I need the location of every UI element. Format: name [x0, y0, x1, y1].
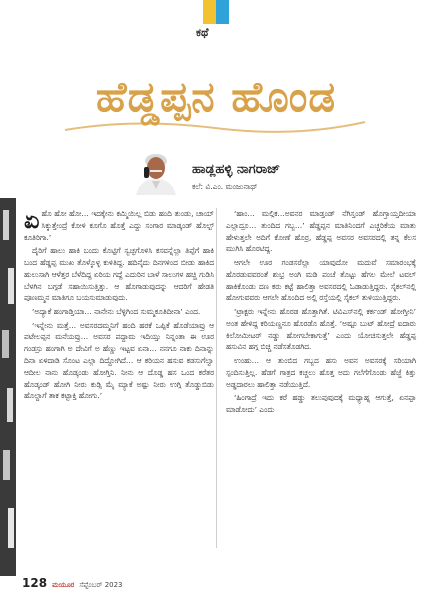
drop-cap: ಏ: [24, 205, 40, 234]
story-paragraph: ದೈರಿಗೆ ಹಾಲು ಹಾಕಿ ಬಂದು ಕೊಟ್ಟಿಗೆ ಸ್ವಚ್ಛಗೊಳಿಸಿ ಕಸವನ್ನೆಲ್ಲಾ ತಿಪ್ಪೆಗೆ ಹಾಕಿ ಬಂದ ಹೆಡ್ಡಪ್ಪ ಮುಖ ತೊಳ್ಕೊಳ್ಳ ಕುಳಿತಿದ್ದ. ಹದಿನೈದು ದಿನಗಳಿಂದ ಬೀಡು ಹಾಕಿದ ಹುಲುಸಾಗಿ ಆಳೆತ್ತರ ಬೆಳೆದಿದ್ದ ಏರಿಯ ಗದ್ದೆ ಎದುರಿನ ಬಾಳೆ ಸಾಲುಗಳ ಹಚ್ಚಿ ಗುಡಿಸಿ ಬೆಳಗಿನ ಬಗ್ಗಡೆ ಸಹಾಯಿಸುತ್ತಿತ್ತು. ಆ ಹೊಗಾಡುವುದನ್ನು ಆದರಿಗೆ ಹೇಡತಿ ಪೂಣಮ್ಮನ ಮಾತಿಗೂ ಬಯಸುಮಾಡುವುದು.: [24, 246, 214, 303]
artist-credit: ಕಲೆ: ವಿ.ಎಂ. ಮಂಜುನಾಥ್: [192, 182, 258, 191]
section-color-tab: [203, 0, 229, 24]
color-tab-yellow: [203, 0, 216, 24]
story-paragraph: ಉಂಹು… ಆ ತುಂಬಿದ ಗಬ್ಬದ ಹಸು ಅವನ ಅವಸರಕ್ಕೆ ಸರಿಯಾಗಿ ಸ್ಪಂದಿಸುತ್ತಿಲ್ಲ. ಹೆಡಗೆ ಗಾತ್ರದ ಕಚ್ಚಲು ಹೊತ್ತ ಅದು ಗಲೆಗೆಗೊಂಡು ಹೆಜ್ಜೆ ಕಿತ್ತು ಅಡ್ಡದಾರಲು ಹಾಲಿತ್ತಾ ನಡೆಯುತ್ತಿದೆ.: [226, 355, 416, 389]
story-column-right: [226, 208, 416, 418]
story-paragraph: ‘ಹಿಂಗಾದ್ರೆ ಇದು ಕರೆ ಹಡ್ಡು ತಲುಪುವುದಕ್ಕೆ ಮಧ್ಯಾಹ್ನ ಆಗುತ್ತೆ, ಏನಪ್ಪಾ ಮಾಡೋದು’ ಎಂದು: [226, 393, 416, 414]
story-paragraph: ‘ಟ್ರಾಕ್ಟರು ಇನ್ನೇನು ಹೊರಡ ಹೊತ್ತಾಗಿತೆ. ಟಿವಿಎಸ್‌ನಲ್ಲಿ ಕರ್ಕಂಡ್ ಹೋಗ್ತೀನಿ’ ಅಂತ ಹೇಳಿದ್ದ ಕರಿಯಣ್ಣನೂ ಹೊರಡೊ ಹೊತ್ತೆ. ‘ಅಷ್ಟೂ ಬುಟ್ ಹೋದ್ರೆ ಐದಾರು ಕಿಲೋಮೀಟರ್ ನಡ್ಡು ಹೋಗಬೇಕಾಗುತ್ತೆ’ ಎಂದು ಯೋಚಿಸುತ್ತಲೇ ಹೆಡ್ಡಪ್ಪ ಹಸುವಿನ ಹಗ್ಗ ಬಿಚ್ಚಿ ನಡೆಸತೊಡಗಿದ.: [226, 306, 416, 352]
color-tab-blue: [216, 0, 229, 24]
story-title: ಹೆಡ್ಡಪ್ಪನ ಹೊಂಡ: [95, 72, 337, 121]
issue-date: ಸೆಪ್ಟೆಂಬರ್ 2023: [79, 581, 123, 589]
column-divider: [216, 208, 217, 548]
section-label: ಕಥೆ: [196, 26, 209, 39]
story-paragraph: ಆಗಲೇ ಊರ ಗಂಡಸರೆಲ್ಲಾ ಯಾವುದೋ ಮದುವೆ ಸಮಾರಂಭಕ್ಕೆ ಹೊರಡುವವರಂತೆ ಶುಭ್ರ ಅಂಗಿ ಮಡಿ ಪಂಚೆ ತೊಟ್ಟು ಹೆಗಲ ಮೇಲೆ ಟವಲ್ ಹಾಕಿಕೊಂಡು ದಣ ಕರು ಕಟ್ಟೆ ಹಾಲಿತ್ತಾ ಅವಸರದಲ್ಲಿ ಓಡಾಡುತ್ತಿದ್ದರು. ಸೈಕಲ್‌ನಲ್ಲಿ ಹೋಗುವವರು ಆಗಲೇ ಹೊಂದಿದ ಅಲ್ಲಿ ರಸ್ತೆಯಲ್ಲಿ ಸೈಕಲ್ ತುಳಿಯುತ್ತಿದ್ದರು.: [226, 257, 416, 303]
lead-paragraph-text: ಹೊ ಹೋ ಹೋ… ಇದಕ್ಕೇನು ಕಮ್ಮಿಯಿಲ್ಲ ಬಿಡು ಹಂದಿ ತುಂಡು, ಚಾಯ್ ಸಿಕ್ಕುತ್ತೇಂದ್ರೆ ಕೋಳಿ ಕೂಗೊ ಹೊತ್ತೆ ಎದ್ದು ಸಂಗಾರ ಮಾಡ್ಕಂಡ್ ಹೊಲ್ಟ್ ಕೂತಿರಿಗಾ.’: [24, 209, 214, 242]
story-paragraph: ‘ಹಾಂ… ಮಲ್ಗಿಕ…ಅವನರ ಮಾಡ್ತಂಡ್ ನೆಗಿಸ್ತಂಡ್ ಹೊಗ್ತಾಯ್ತದೀಯಾ ಎಲ್ಲಾದ್ರೂ… ತುಂದಿದ ಗಬ್ಬ…’ ಹೆಡ್ಡಪ್ಪನ ಮಾತಿನಿಂದಗೆ ಎಚ್ಚರಿಕೆಯ ಮಾತು ಹೇಳುತ್ತಲೇ ಅದಿಗೆ ಕೋಣೆ ಹೊರ್ರ, ಹೆಡ್ಡಪ್ಪ ಅವಸರ ಅವಸರದಲ್ಲಿ ತನ್ನ ಕೆಲಸ ಮುಗಿಸಿ ಹೊರಟಿದ್ದ.: [226, 209, 416, 254]
story-paragraph: ‘ಇನ್ನೇನು ಮತ್ತೆ… ಅವಸರದಮ್ಮನಿಗೆ ಹಂದಿ ಹರಕೆ ಒಪ್ಪಿಕೆ ಹೊಡೆಯಾವ್ರು ಆ ಪಟೇಲಪ್ಪನ ಮನೆಯವ್ರು… ಅವಸರ ಪದ್ದಾಮ ಇದಿಯ್ತು ನಿನ್ನಂತಾ ಈ ಊರ ಗಂಡಸ್ರು ಹಂಗಾಗಿ ಅ ದೇವಿಗೆ ಅ ಹೆಣ್ಣು ಇಟ್ಟವ ಏನಾ… ನನಗೂ ನಾಕು ದಿನಾನ್ನು ದಿನಾ ಏಳಿದಾಡಿ ಸೊಂಟ ಎಲ್ಲಾ ದಿದ್ದೋಗಿದೆ… ಆ ಕರಿಯನ ಹಸುವ ಕಡಸುಗೆಲ್ವಾ ಆದೀಲ ನಾನು ಹೊಡ್ಕಂಡು ಹೋಗ್ತಿನಿ. ನೀನು ಆ ದೊಡ್ಡ ಹಸ ಒಂದ ಕರೆತರ ಹೊಡ್ಕಂಡ್ ಹೋಗಿ ನೀರು ಕುಡ್ಸಿ ಮೈ ಮ್ಯಾಕೆ ಅಷ್ಟು ನೀರು ಉಗ್ಗಿ ತೊಡ್ಡುಬಿಡು ಹೊಲ್ದಾಗೆ ತಾಕ ಕಟ್ಟಾಕ್ತಿ ಹೋಗು.’: [24, 320, 214, 401]
magazine-name: ಮಯೂರ: [52, 581, 75, 589]
story-column-left: [24, 205, 214, 404]
story-paragraph: ‘ಅದ್ಯಾಕೆ ಹಂಗಾಡ್ತಿಯಾ… ನಾನೇನು ಬೆಳ್ಳಿಗಿಂದ ಸುಮ್ಮಕೂತಿದೀನಾ’ ಎಂದ.: [32, 306, 201, 316]
page-footer: [22, 576, 123, 590]
illustration-strip: [0, 198, 16, 576]
author-name: ಹಾಡ್ಲಹಳ್ಳಿ ನಾಗರಾಜ್: [192, 162, 281, 177]
page-number: 128: [22, 576, 48, 590]
lead-paragraph: [24, 205, 214, 243]
author-photo: [130, 147, 182, 195]
